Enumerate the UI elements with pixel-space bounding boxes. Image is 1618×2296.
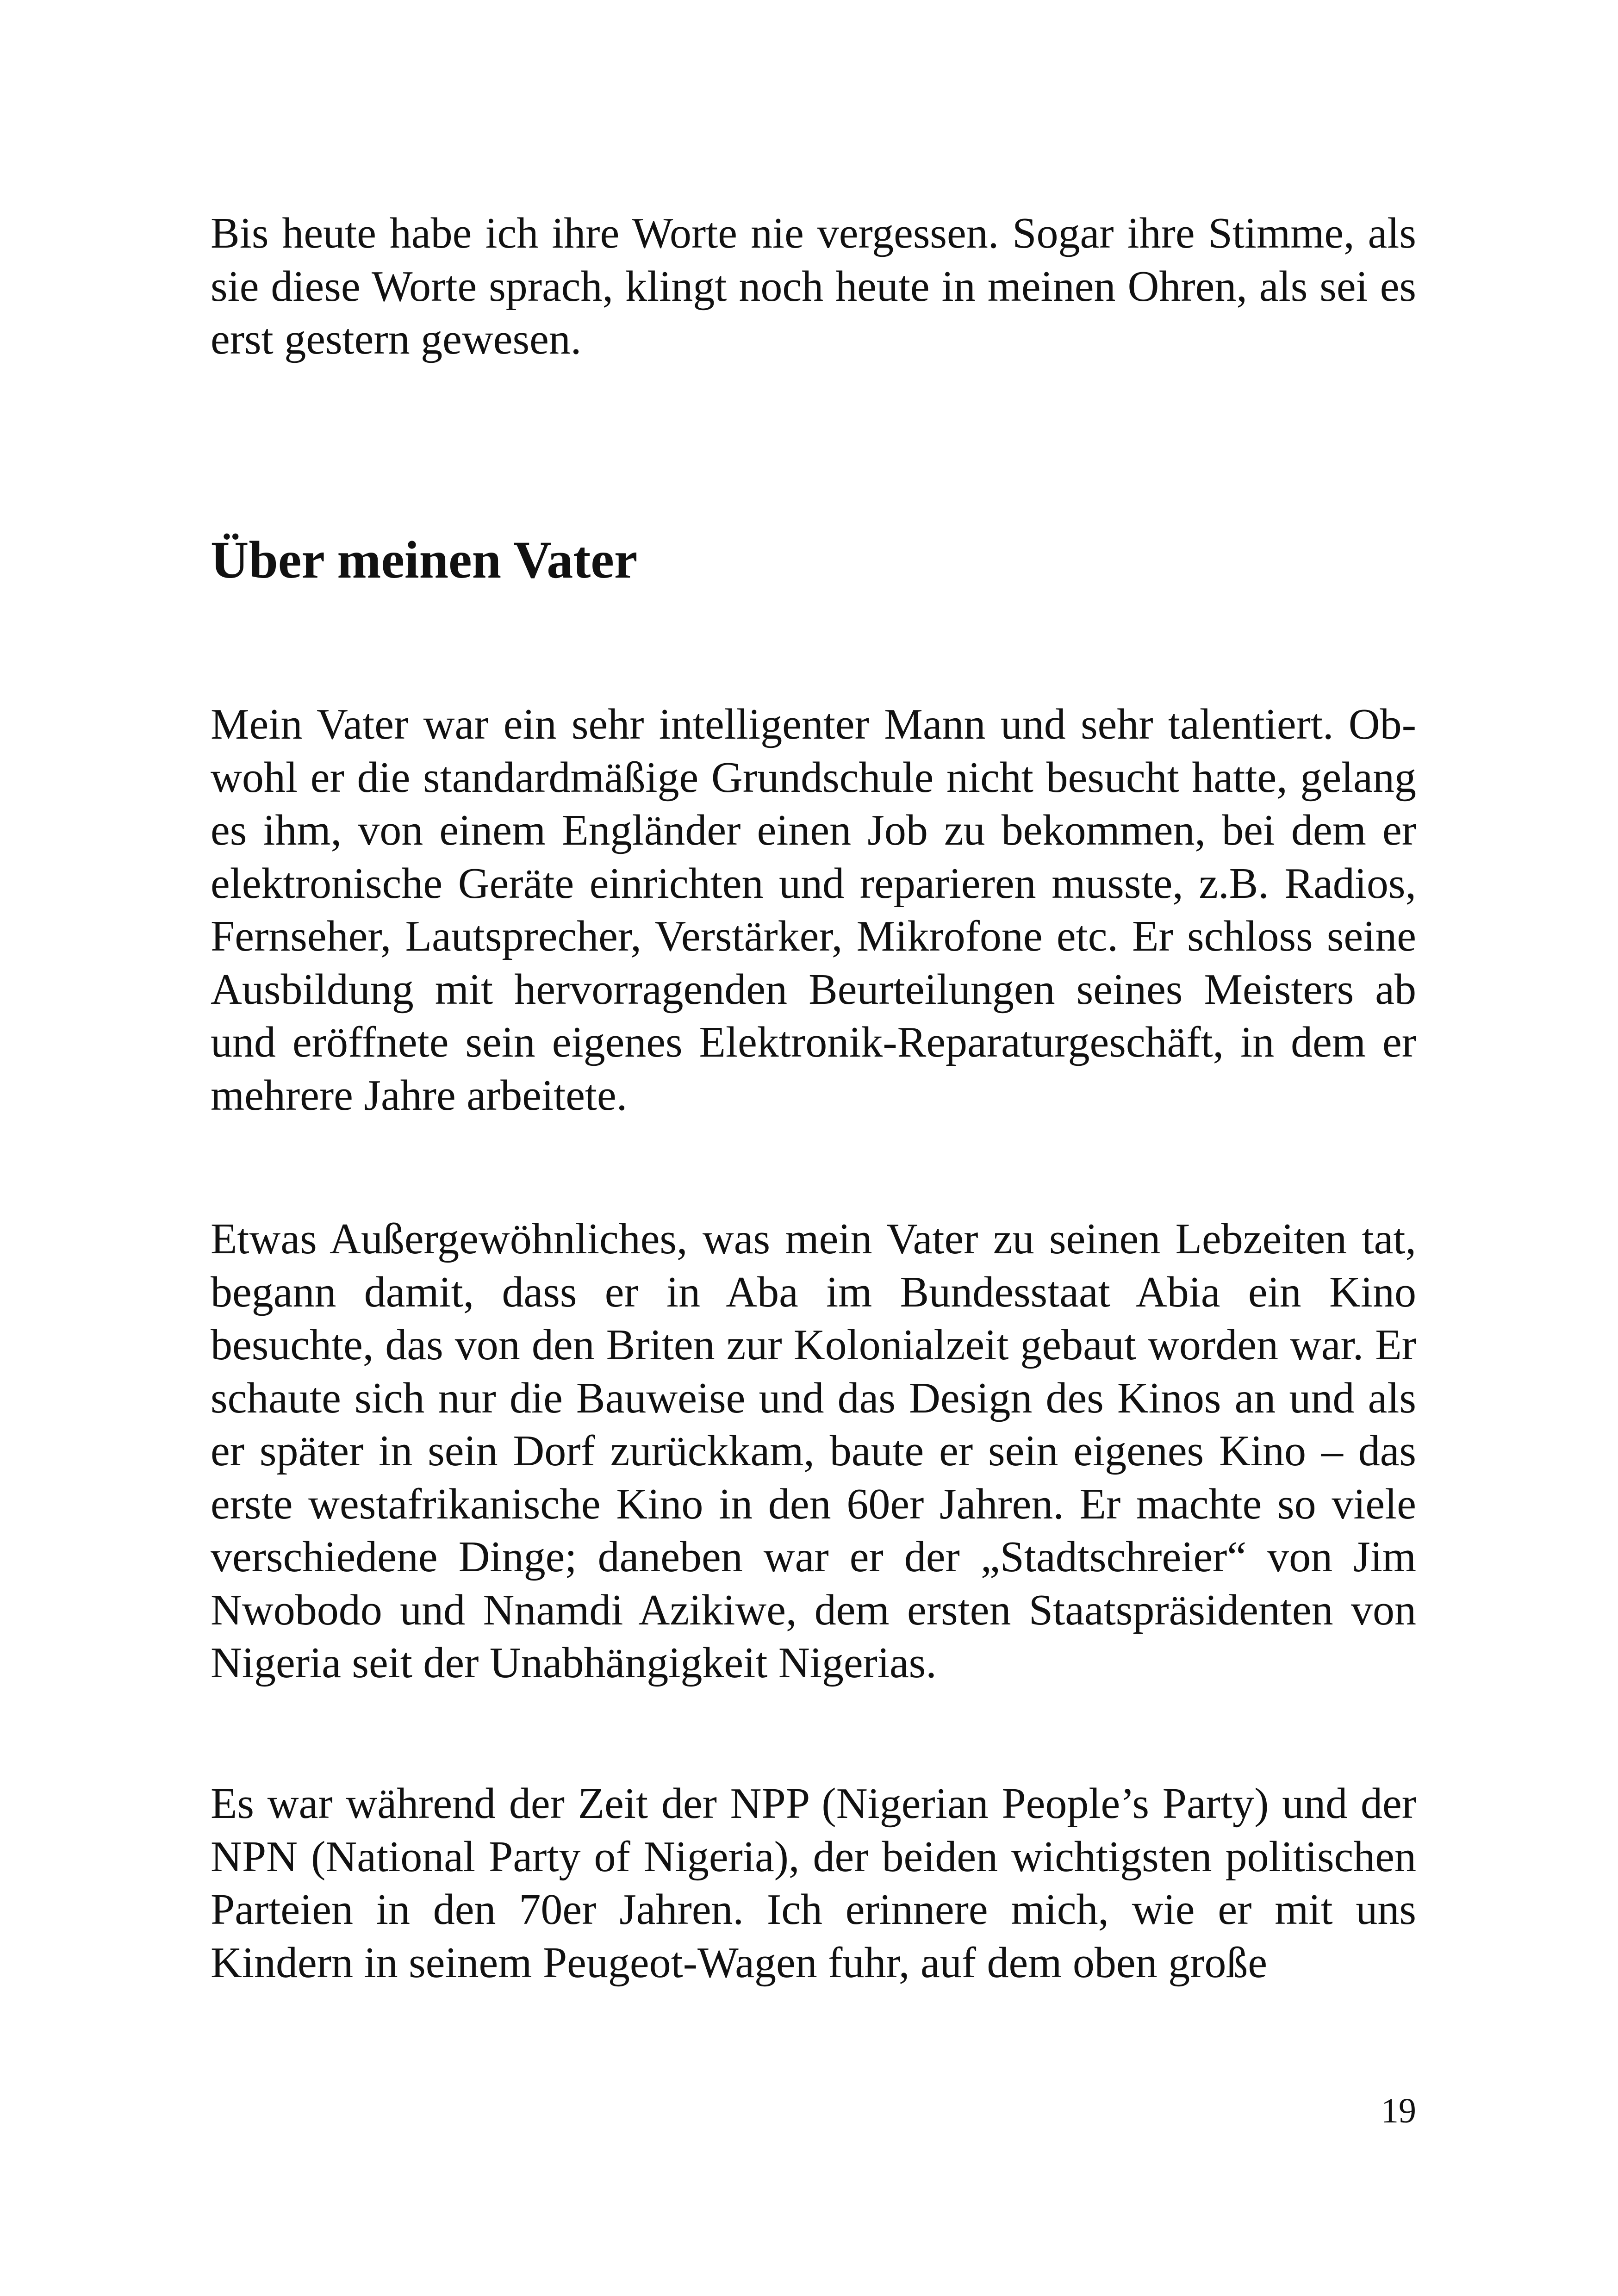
paragraph-father-cinema: Etwas Außergewöhnliches, was mein Vater zu seinen Lebzeiten tat, begann damit, dass er in Aba im Bundesstaat Abia ein Kino besuchte, das von den Briten zur Kolonialzeit gebaut worden war. Er schaute sich nur die Bauweise und das Design des Kinos an und als er später in sein Dorf zurückkam, baute er sein eigenes Kino – das erste westafrikanische Kino in den 60er Jahren. Er machte so viele verschiedene Dinge; daneben war er der „Stadtschreier“ von Jim Nwobodo und Nnamdi Azikiwe, dem ersten Staatspräsidenten von Nigeria seit der Unabhängigkeit Nigerias. <box>211 1215 1416 1687</box>
page-number: 19 <box>1381 2091 1416 2130</box>
paragraph-father-education: Mein Vater war ein sehr intelligenter Mann und sehr talentiert. Obwohl er die standardmäßige Grundschule nicht besucht hatte, gelang es ihm, von einem Engländer einen Job zu bekommen, bei dem er elektronische Geräte einrichten und reparieren musste, z.B. Radios, Fernseher, Lautsprecher, Verstärker, Mikrofone etc. Er schloss seine Ausbildung mit hervorragenden Beurteilungen seines Meisters ab und eröffnete sein eigenes Elektronik-Reparaturgeschäft, in dem er mehrere Jahre arbeitete. <box>211 700 1416 1120</box>
paragraph-father-politics: Es war während der Zeit der NPP (Nigerian People’s Party) und der NPN (National Party of Nigeria), der beiden wichtigsten politischen Parteien in den 70er Jahren. Ich erinnere mich, wie er mit uns Kindern in seinem Peugeot-Wagen fuhr, auf dem oben große <box>211 1780 1416 1987</box>
paragraph-intro: Bis heute habe ich ihre Worte nie vergessen. Sogar ihre Stimme, als sie diese Worte sprach, klingt noch heute in meinen Ohren, als sei es erst gestern gewesen. <box>211 209 1416 363</box>
section-heading: Über meinen Vater <box>211 530 638 589</box>
